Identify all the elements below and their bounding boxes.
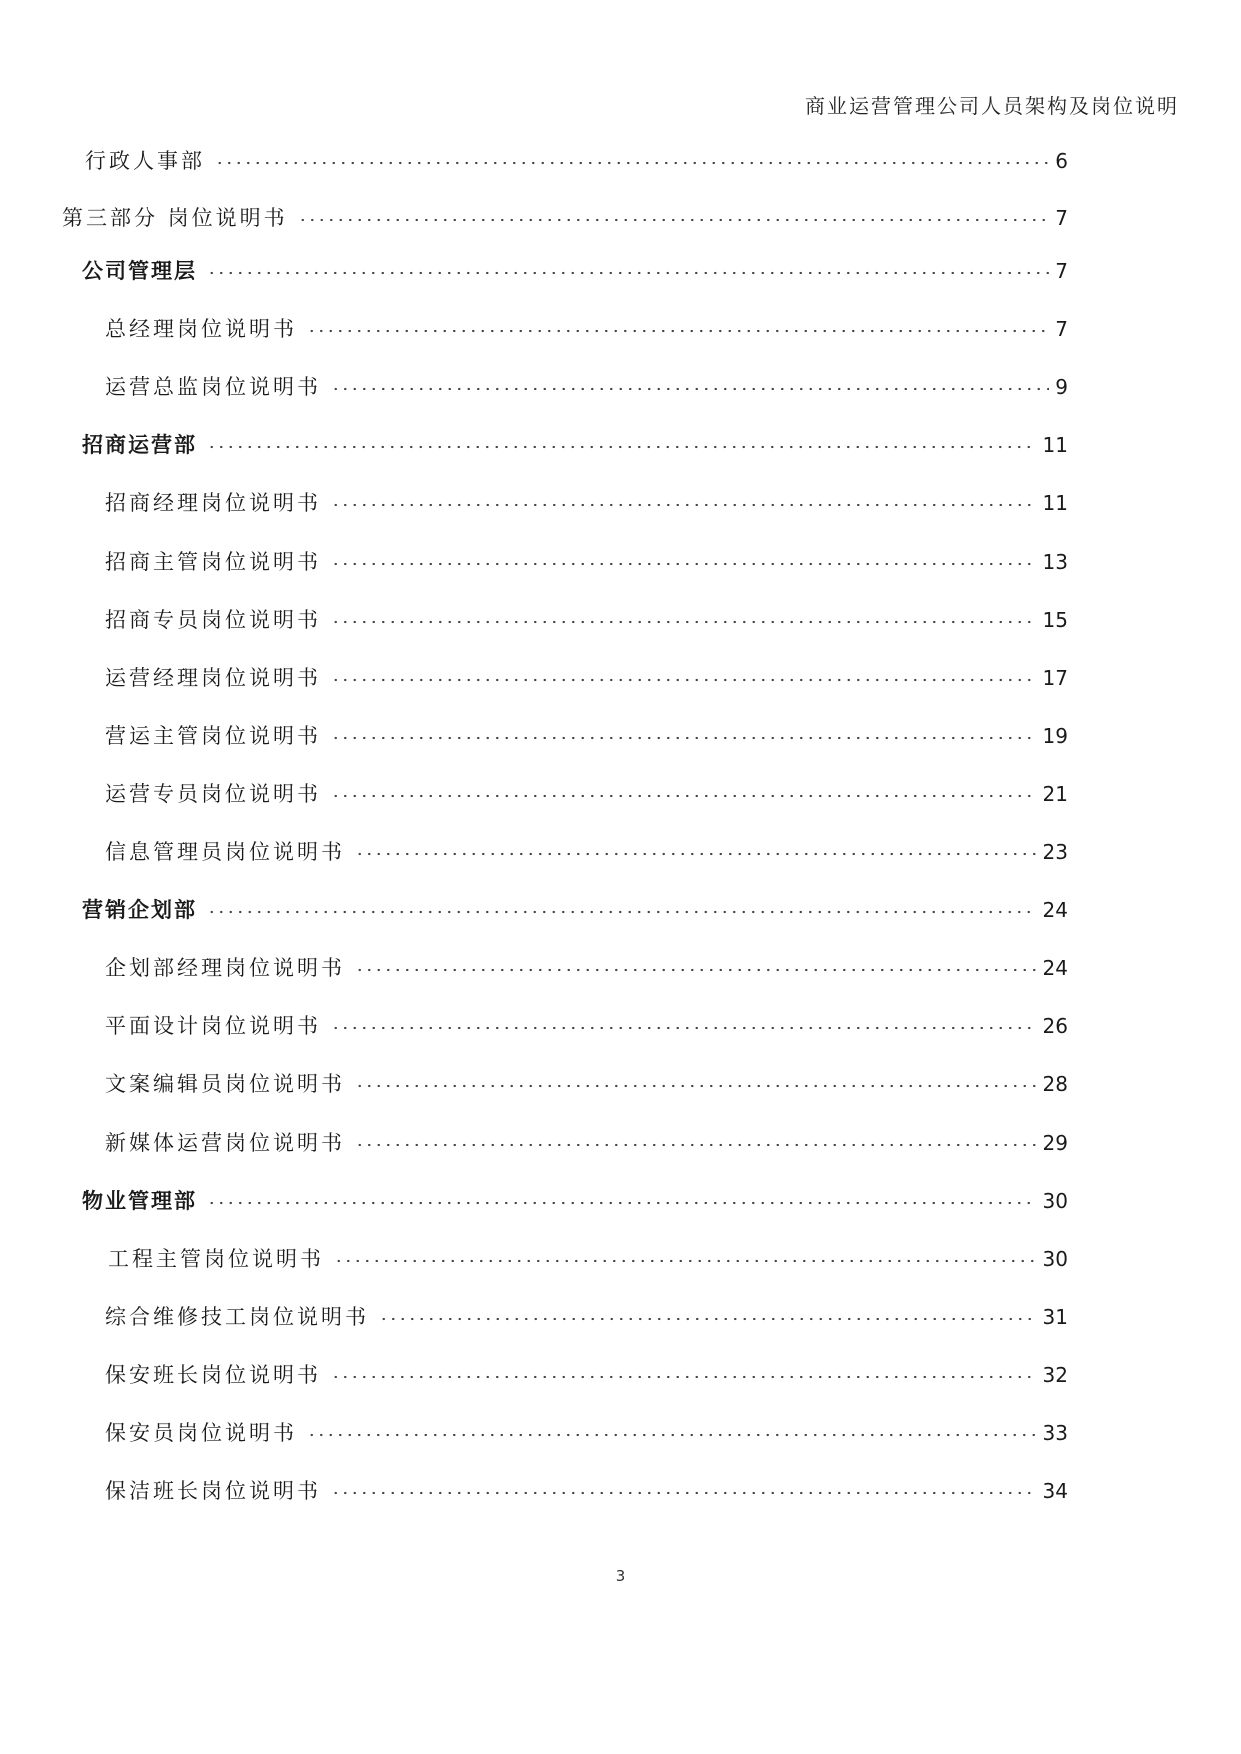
toc-entry-page: 26 — [1042, 1014, 1068, 1038]
toc-entry-page: 24 — [1042, 956, 1068, 980]
toc-entry[interactable] — [105, 1418, 1068, 1448]
toc-entry-page: 19 — [1042, 724, 1068, 748]
toc-entry-page: 11 — [1042, 433, 1068, 457]
toc-dot-leader — [298, 216, 1050, 224]
toc-dot-leader — [379, 1315, 1037, 1323]
toc-dot-leader — [355, 966, 1037, 974]
toc-dot-leader — [331, 1024, 1037, 1032]
toc-entry-label: 综合维修技工岗位说明书 — [105, 1305, 369, 1329]
toc-entry-label: 物业管理部 — [82, 1189, 197, 1213]
toc-entry[interactable] — [82, 895, 1068, 925]
toc-entry-page: 31 — [1042, 1305, 1068, 1329]
toc-dot-leader — [207, 269, 1049, 277]
toc-entry-page: 7 — [1055, 206, 1068, 230]
toc-entry-label: 工程主管岗位说明书 — [108, 1247, 324, 1271]
toc-dot-leader — [331, 501, 1037, 509]
toc-entry-label: 公司管理层 — [82, 259, 197, 283]
toc-entry-page: 21 — [1042, 782, 1068, 806]
toc-dot-leader — [307, 1431, 1037, 1439]
toc-entry-page: 6 — [1055, 149, 1068, 173]
toc-dot-leader — [331, 734, 1037, 742]
running-header: 商业运营管理公司人员架构及岗位说明 — [805, 94, 1179, 118]
toc-entry-label: 招商主管岗位说明书 — [105, 550, 321, 574]
toc-entry-page: 11 — [1042, 491, 1068, 515]
toc-entry-label: 营销企划部 — [82, 898, 197, 922]
toc-entry[interactable] — [105, 1302, 1068, 1332]
toc-entry[interactable] — [105, 953, 1068, 983]
toc-dot-leader — [215, 159, 1049, 167]
toc-entry-label: 行政人事部 — [85, 149, 205, 173]
toc-entry-label: 文案编辑员岗位说明书 — [105, 1072, 345, 1096]
toc-entry-label: 企划部经理岗位说明书 — [105, 956, 345, 980]
toc-entry-page: 34 — [1042, 1479, 1068, 1503]
toc-entry-page: 33 — [1042, 1421, 1068, 1445]
toc-entry-label: 平面设计岗位说明书 — [105, 1014, 321, 1038]
toc-entry-label: 运营总监岗位说明书 — [105, 375, 321, 399]
toc-entry-label: 招商运营部 — [82, 433, 197, 457]
toc-entry-page: 7 — [1055, 317, 1068, 341]
toc-entry-page: 30 — [1042, 1189, 1068, 1213]
toc-entry[interactable] — [62, 203, 1068, 233]
toc-dot-leader — [207, 908, 1037, 916]
toc-entry-label: 招商专员岗位说明书 — [105, 608, 321, 632]
toc-dot-leader — [331, 618, 1037, 626]
toc-entry-page: 17 — [1042, 666, 1068, 690]
toc-entry-page: 23 — [1042, 840, 1068, 864]
toc-entry-page: 30 — [1042, 1247, 1068, 1271]
toc-dot-leader — [331, 385, 1049, 393]
toc-entry-label: 保安班长岗位说明书 — [105, 1363, 321, 1387]
toc-dot-leader — [331, 792, 1037, 800]
toc-entry-page: 28 — [1042, 1072, 1068, 1096]
toc-dot-leader — [207, 1199, 1037, 1207]
toc-dot-leader — [331, 560, 1037, 568]
toc-dot-leader — [355, 1141, 1037, 1149]
toc-entry[interactable] — [105, 1128, 1068, 1158]
toc-dot-leader — [331, 676, 1037, 684]
toc-entry-page: 15 — [1042, 608, 1068, 632]
toc-dot-leader — [331, 1489, 1037, 1497]
toc-entry-label: 保安员岗位说明书 — [105, 1421, 297, 1445]
toc-entry[interactable] — [105, 837, 1068, 867]
toc-entry[interactable] — [105, 605, 1068, 635]
toc-entry-label: 信息管理员岗位说明书 — [105, 840, 345, 864]
toc-dot-leader — [207, 443, 1037, 451]
toc-dot-leader — [331, 1373, 1037, 1381]
toc-entry[interactable] — [85, 146, 1068, 176]
toc-entry[interactable] — [82, 430, 1068, 460]
toc-entry[interactable] — [105, 663, 1068, 693]
toc-entry-label: 招商经理岗位说明书 — [105, 491, 321, 515]
toc-dot-leader — [355, 850, 1037, 858]
toc-entry[interactable] — [105, 1360, 1068, 1390]
toc-entry[interactable] — [105, 547, 1068, 577]
toc-entry-page: 9 — [1055, 375, 1068, 399]
toc-entry-label: 新媒体运营岗位说明书 — [105, 1131, 345, 1155]
toc-entry[interactable] — [105, 314, 1068, 344]
toc-entry[interactable] — [105, 372, 1068, 402]
toc-entry-page: 13 — [1042, 550, 1068, 574]
toc-dot-leader — [307, 327, 1049, 335]
toc-entry[interactable] — [105, 1476, 1068, 1506]
toc-dot-leader — [355, 1082, 1037, 1090]
toc-entry-page: 32 — [1042, 1363, 1068, 1387]
toc-entry-label: 营运主管岗位说明书 — [105, 724, 321, 748]
toc-entry[interactable] — [108, 1244, 1068, 1274]
toc-entry[interactable] — [105, 1069, 1068, 1099]
toc-entry-label: 保洁班长岗位说明书 — [105, 1479, 321, 1503]
toc-entry-label: 运营经理岗位说明书 — [105, 666, 321, 690]
toc-entry-label: 第三部分 岗位说明书 — [62, 206, 288, 230]
toc-entry-page: 29 — [1042, 1131, 1068, 1155]
toc-entry[interactable] — [105, 779, 1068, 809]
toc-entry[interactable] — [105, 1011, 1068, 1041]
toc-entry-page: 24 — [1042, 898, 1068, 922]
toc-dot-leader — [334, 1257, 1037, 1265]
toc-entry[interactable] — [105, 488, 1068, 518]
toc-entry[interactable] — [105, 721, 1068, 751]
page-number: 3 — [615, 1567, 626, 1585]
toc-entry-label: 总经理岗位说明书 — [105, 317, 297, 341]
toc-entry[interactable] — [82, 256, 1068, 286]
toc-entry-label: 运营专员岗位说明书 — [105, 782, 321, 806]
toc-entry[interactable] — [82, 1186, 1068, 1216]
toc-entry-page: 7 — [1055, 259, 1068, 283]
